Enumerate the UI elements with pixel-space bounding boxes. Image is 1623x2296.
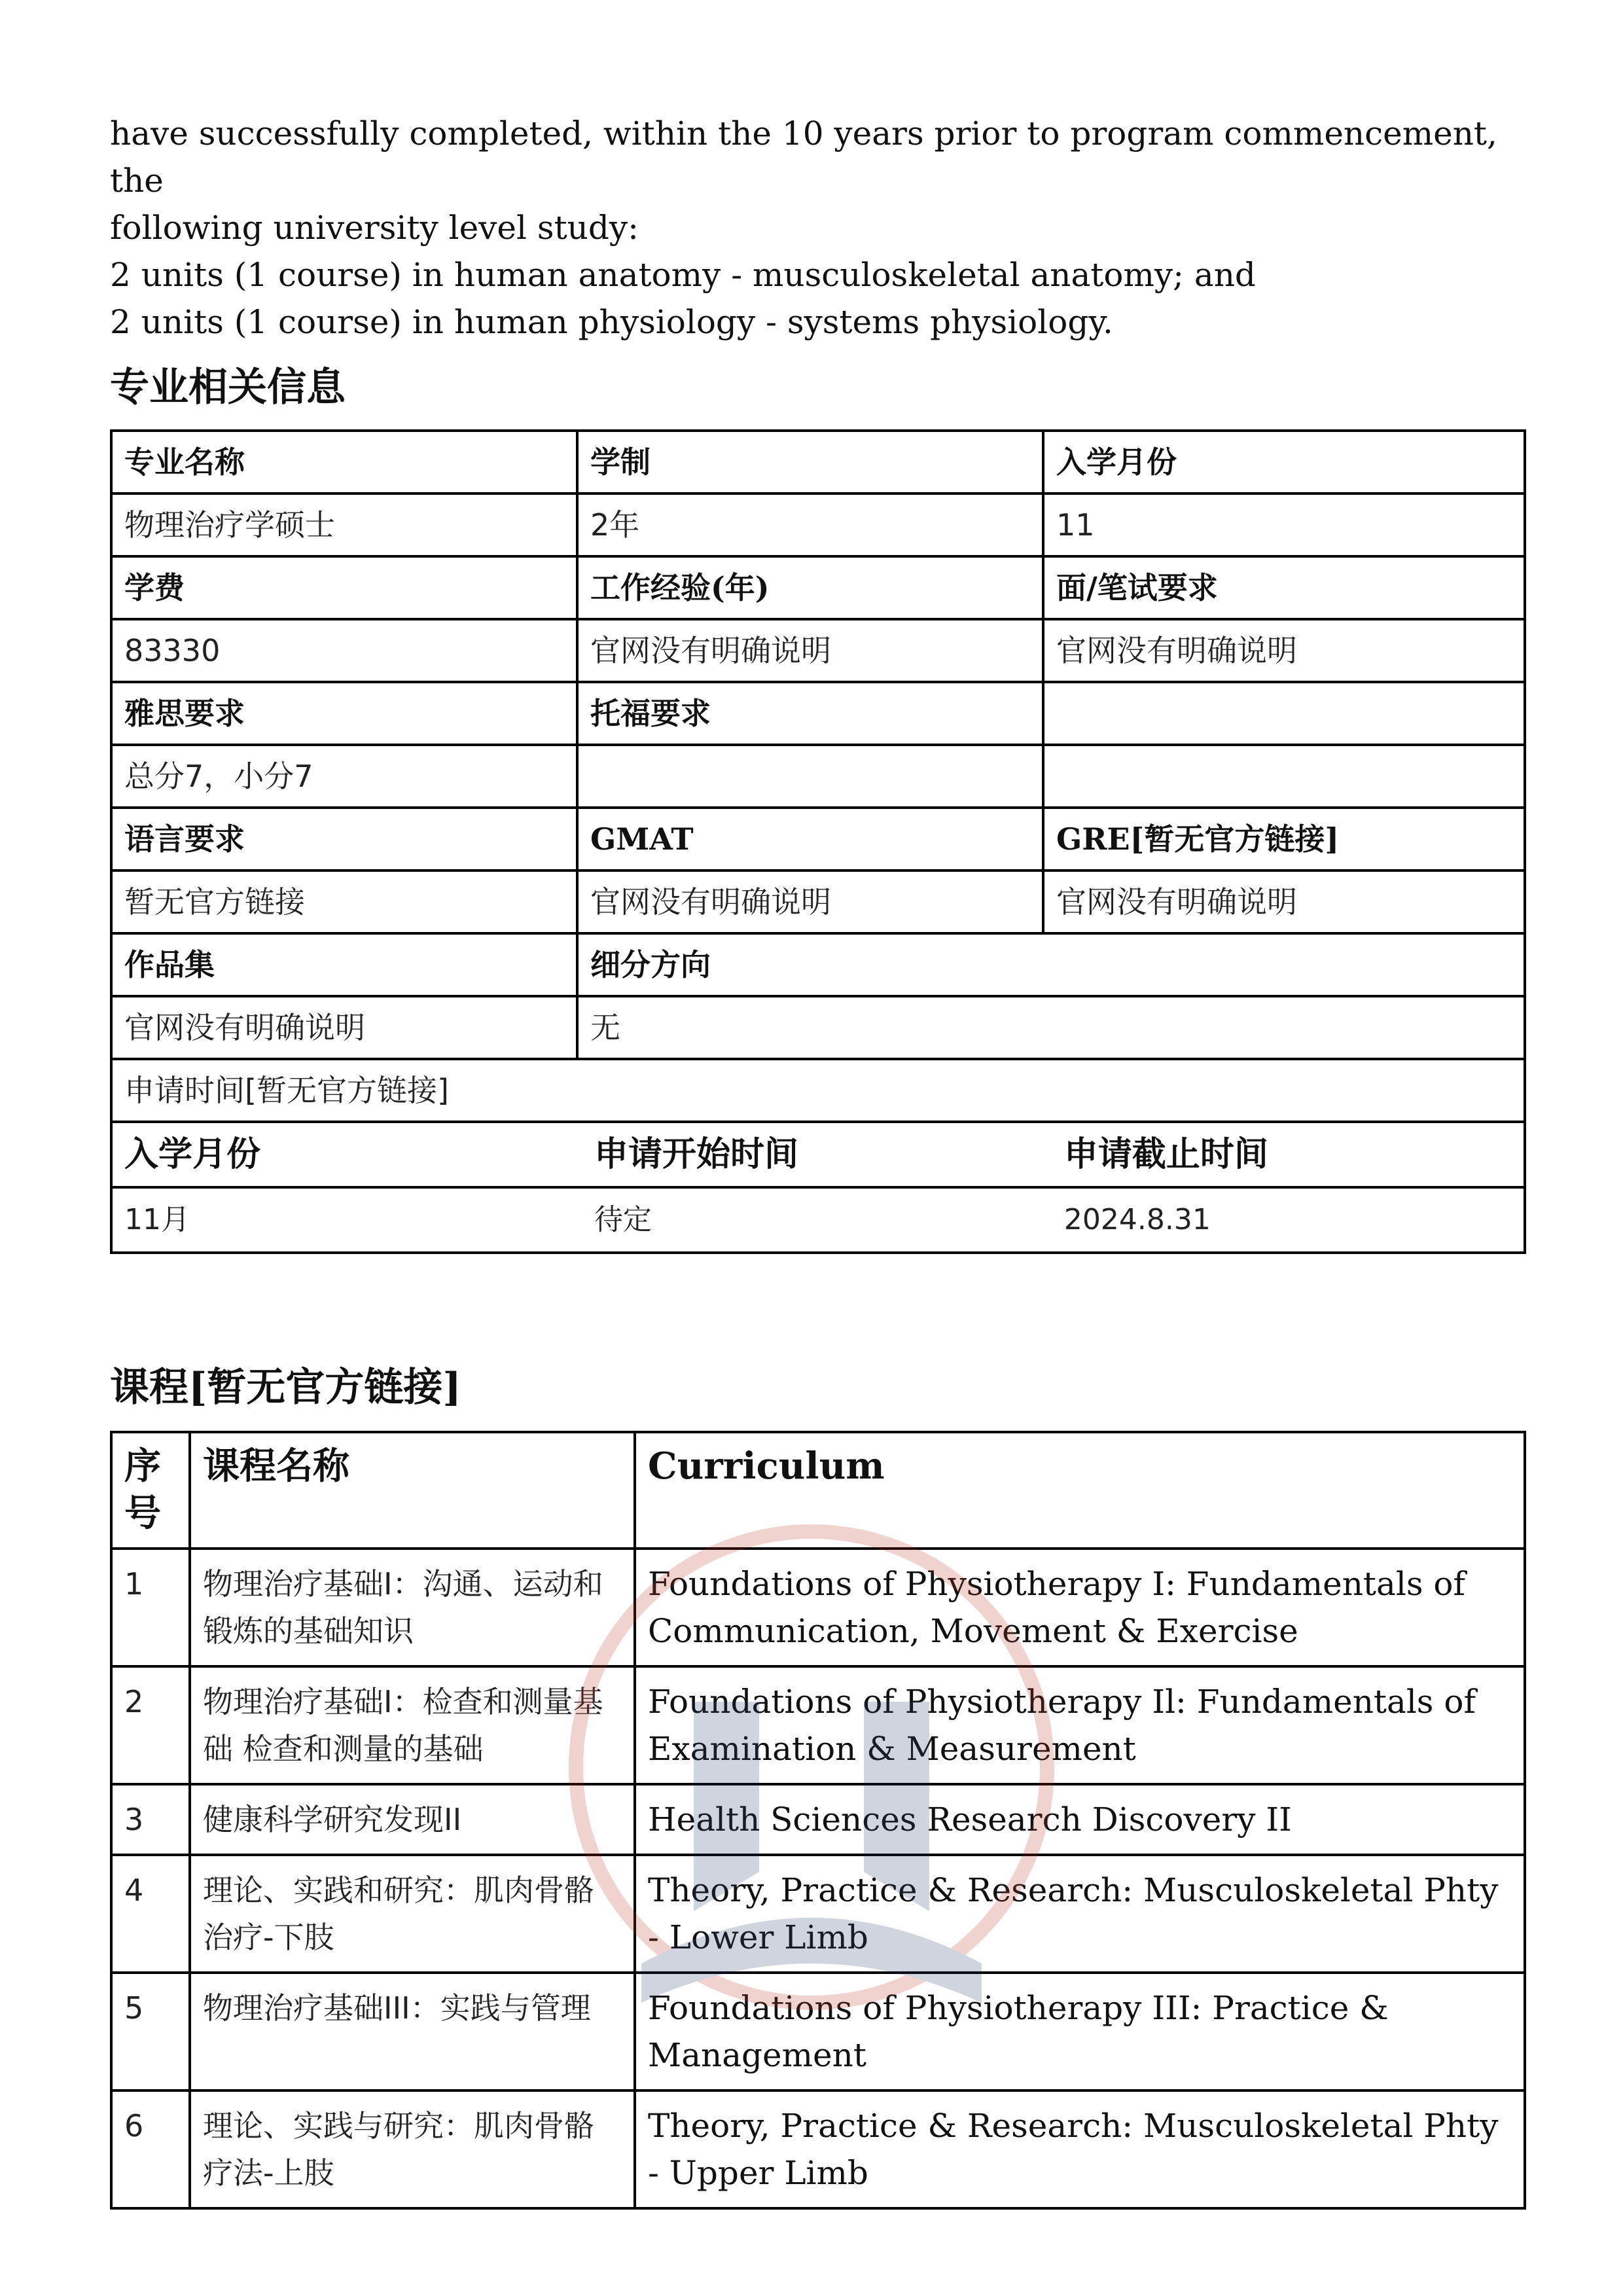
- program-info-table: [110, 429, 1526, 1254]
- course-name-en: Foundations of Physiotherapy I: Fundamentals of Communication, Movement & Exercise: [635, 1549, 1525, 1666]
- application-dates-table: [113, 1123, 1524, 1251]
- gre-value: 官网没有明确说明: [1043, 870, 1525, 933]
- interview-value: 官网没有明确说明: [1043, 619, 1525, 682]
- tuition-value: 83330: [111, 619, 577, 682]
- header-toefl: 托福要求: [577, 682, 1043, 745]
- header-course-no: 序号: [111, 1432, 190, 1549]
- course-name-en: Theory, Practice & Research: Musculoskeletal Phty - Lower Limb: [635, 1855, 1525, 1973]
- header-app-deadline: 申请截止时间: [1052, 1123, 1524, 1187]
- app-deadline-value: 2024.8.31: [1063, 1203, 1211, 1236]
- ielts-value: 总分7，小分7: [111, 745, 577, 808]
- course-no: 4: [111, 1855, 190, 1973]
- specialization-value: 无: [577, 996, 1525, 1059]
- course-name-cn: 物理治疗基础I：沟通、运动和锻炼的基础知识: [190, 1549, 635, 1666]
- program-name-value: 物理治疗学硕士: [111, 493, 577, 556]
- course-name-en: Health Sciences Research Discovery II: [635, 1784, 1525, 1855]
- course-no: 1: [111, 1549, 190, 1666]
- header-interview: 面/笔试要求: [1043, 556, 1525, 619]
- header-program-name: 专业名称: [111, 431, 577, 493]
- header-app-intake: 入学月份: [113, 1123, 582, 1187]
- course-name-en: Foundations of Physiotherapy Il: Fundamentals of Examination & Measurement: [635, 1666, 1525, 1784]
- course-row: [111, 1855, 1525, 1973]
- header-language: 语言要求: [111, 808, 577, 870]
- course-no: 3: [111, 1784, 190, 1855]
- gmat-value: 官网没有明确说明: [577, 870, 1043, 933]
- intro-line: 2 units (1 course) in human anatomy - musculoskeletal anatomy; and: [110, 256, 1256, 294]
- language-value: 暂无官方链接: [111, 870, 577, 933]
- application-time-label: 申请时间[暂无官方链接]: [111, 1059, 1525, 1122]
- header-app-start: 申请开始时间: [582, 1123, 1052, 1187]
- course-name-cn: 健康科学研究发现II: [190, 1784, 635, 1855]
- header-ielts: 雅思要求: [111, 682, 577, 745]
- header-portfolio: 作品集: [111, 933, 577, 996]
- header-tuition: 学费: [111, 556, 577, 619]
- work-experience-value: 官网没有明确说明: [577, 619, 1043, 682]
- course-no: 2: [111, 1666, 190, 1784]
- course-row: [111, 2090, 1525, 2208]
- app-start-value: 待定: [594, 1203, 652, 1236]
- course-name-cn: 物理治疗基础III：实践与管理: [190, 1973, 635, 2090]
- header-course-en: Curriculum: [635, 1432, 1525, 1549]
- course-name-cn: 物理治疗基础I：检查和测量基础 检查和测量的基础: [190, 1666, 635, 1784]
- intro-line: 2 units (1 course) in human physiology - systems physiology.: [110, 303, 1113, 341]
- header-intake: 入学月份: [1043, 431, 1525, 493]
- course-name-en: Theory, Practice & Research: Musculoskeletal Phty - Upper Limb: [635, 2090, 1525, 2208]
- empty-value-cell: [1043, 745, 1525, 808]
- program-section-title: 专业相关信息: [110, 365, 346, 410]
- course-no: 6: [111, 2090, 190, 2208]
- header-duration: 学制: [577, 431, 1043, 493]
- intake-value: 11: [1043, 493, 1525, 556]
- course-name-en: Foundations of Physiotherapy III: Practice & Management: [635, 1973, 1525, 2090]
- course-row: [111, 1973, 1525, 2090]
- course-name-cn: 理论、实践和研究：肌肉骨骼治疗-下肢: [190, 1855, 635, 1973]
- header-gmat: GMAT: [577, 808, 1043, 870]
- header-specialization: 细分方向: [577, 933, 1525, 996]
- application-dates-cell: [111, 1122, 1525, 1253]
- courses-table: [110, 1431, 1526, 2210]
- courses-section-title: 课程[暂无官方链接]: [110, 1365, 461, 1410]
- portfolio-value: 官网没有明确说明: [111, 996, 577, 1059]
- course-no: 5: [111, 1973, 190, 2090]
- empty-header-cell: [1043, 682, 1525, 745]
- header-gre: GRE[暂无官方链接]: [1043, 808, 1525, 870]
- course-name-cn: 理论、实践与研究：肌肉骨骼疗法-上肢: [190, 2090, 635, 2208]
- duration-value: 2年: [577, 493, 1043, 556]
- intro-paragraph: [110, 110, 1517, 346]
- toefl-value: [577, 745, 1043, 808]
- intro-line: following university level study:: [110, 209, 639, 247]
- app-intake-value: 11月: [124, 1203, 190, 1236]
- intro-line: have successfully completed, within the 10 years prior to program commencement, the: [110, 115, 1497, 200]
- header-course-cn: 课程名称: [190, 1432, 635, 1549]
- course-row: [111, 1784, 1525, 1855]
- course-row: [111, 1549, 1525, 1666]
- course-row: [111, 1666, 1525, 1784]
- header-work-experience: 工作经验(年): [577, 556, 1043, 619]
